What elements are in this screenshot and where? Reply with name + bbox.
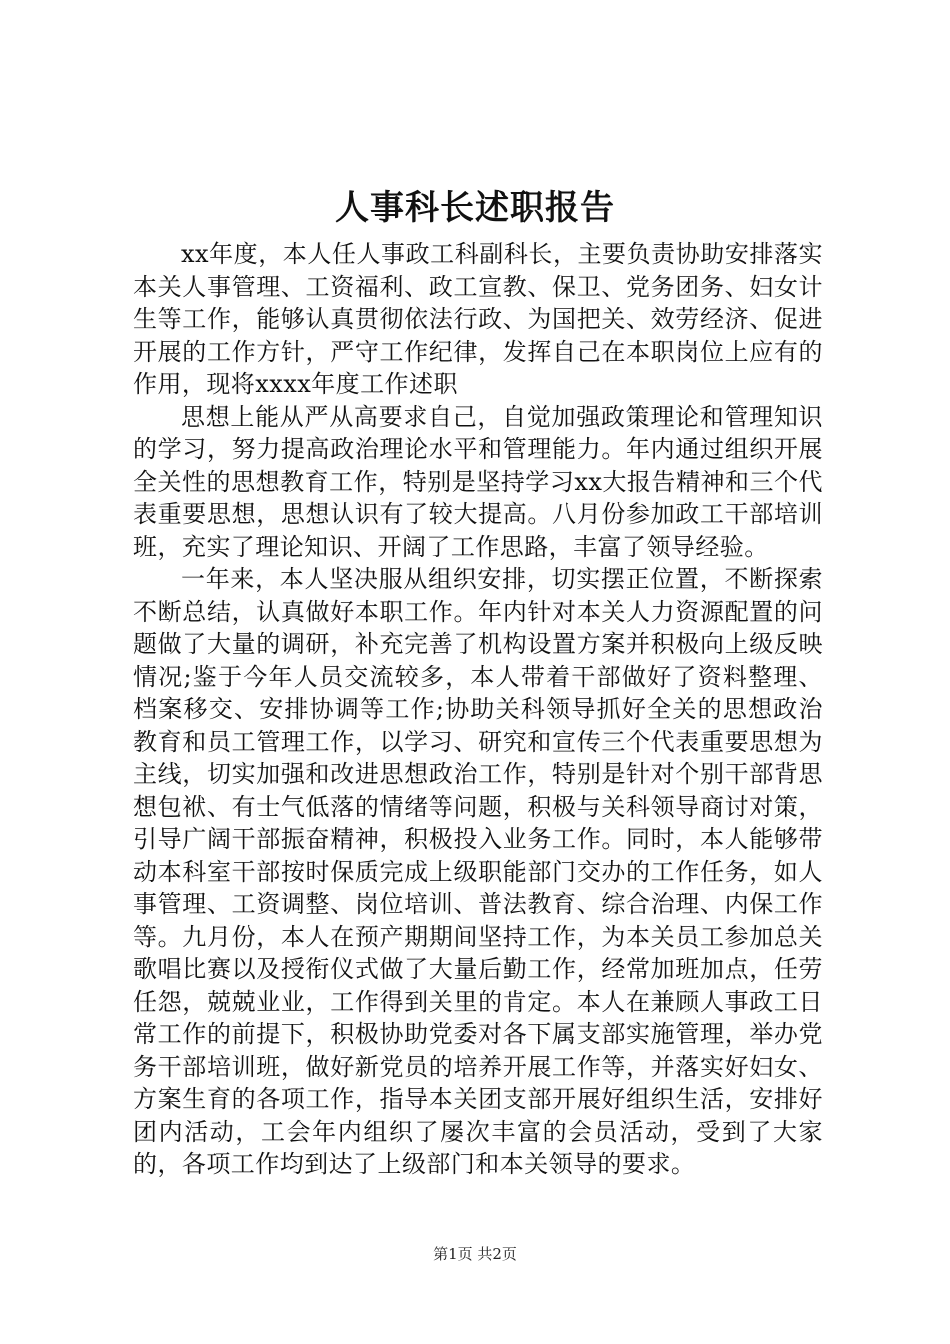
document-title: 人事科长述职报告 <box>335 188 615 228</box>
paragraph-intro: xx年度，本人任人事政工科副科长，主要负责协助安排落实本关人事管理、工资福利、政工宣教、保卫、党务团务、妇女计生等工作，能够认真贯彻依法行政、为国把关、效劳经济、促进开展的工作方针，严守工作纪律，发挥自己在本职岗位上应有的作用，现将xxxx年度工作述职 <box>133 240 823 398</box>
paragraph-work: 一年来，本人坚决服从组织安排，切实摆正位置，不断探索不断总结，认真做好本职工作。年内针对本关人力资源配置的问题做了大量的调研，补充完善了机构设置方案并积极向上级反映情况;鉴于今年人员交流较多，本人带着干部做好了资料整理、档案移交、安排协调等工作;协助关科领导抓好全关的思想政治教育和员工管理工作，以学习、研究和宣传三个代表重要思想为主线，切实加强和改进思想政治工作，特别是针对个别干部背思想包袱、有士气低落的情绪等问题，积极与关科领导商讨对策，引导广阔干部振奋精神，积极投入业务工作。同时，本人能够带动本科室干部按时保质完成上级职能部门交办的工作任务，如人事管理、工资调整、岗位培训、普法教育、综合治理、内保工作等。九月份，本人在预产期期间坚持工作，为本关员工参加总关歌唱比赛以及授衔仪式做了大量后勤工作，经常加班加点，任劳任怨，兢兢业业，工作得到关里的肯定。本人在兼顾人事政工日常工作的前提下，积极协助党委对各下属支部实施管理，举办党务干部培训班，做好新党员的培养开展工作等，并落实好妇女、方案生育的各项工作，指导本关团支部开展好组织生活，安排好团内活动，工会年内组织了屡次丰富的会员活动，受到了大家的，各项工作均到达了上级部门和本关领导的要求。 <box>133 565 823 1178</box>
paragraph-ideology: 思想上能从严从高要求自己，自觉加强政策理论和管理知识的学习，努力提高政治理论水平和管理能力。年内通过组织开展全关性的思想教育工作，特别是坚持学习xx大报告精神和三个代表重要思想，思想认识有了较大提高。八月份参加政工干部培训班，充实了理论知识、开阔了工作思路，丰富了领导经验。 <box>133 402 823 561</box>
document-body <box>133 238 823 1181</box>
page-number-footer: 第1页 共2页 <box>433 1245 517 1263</box>
